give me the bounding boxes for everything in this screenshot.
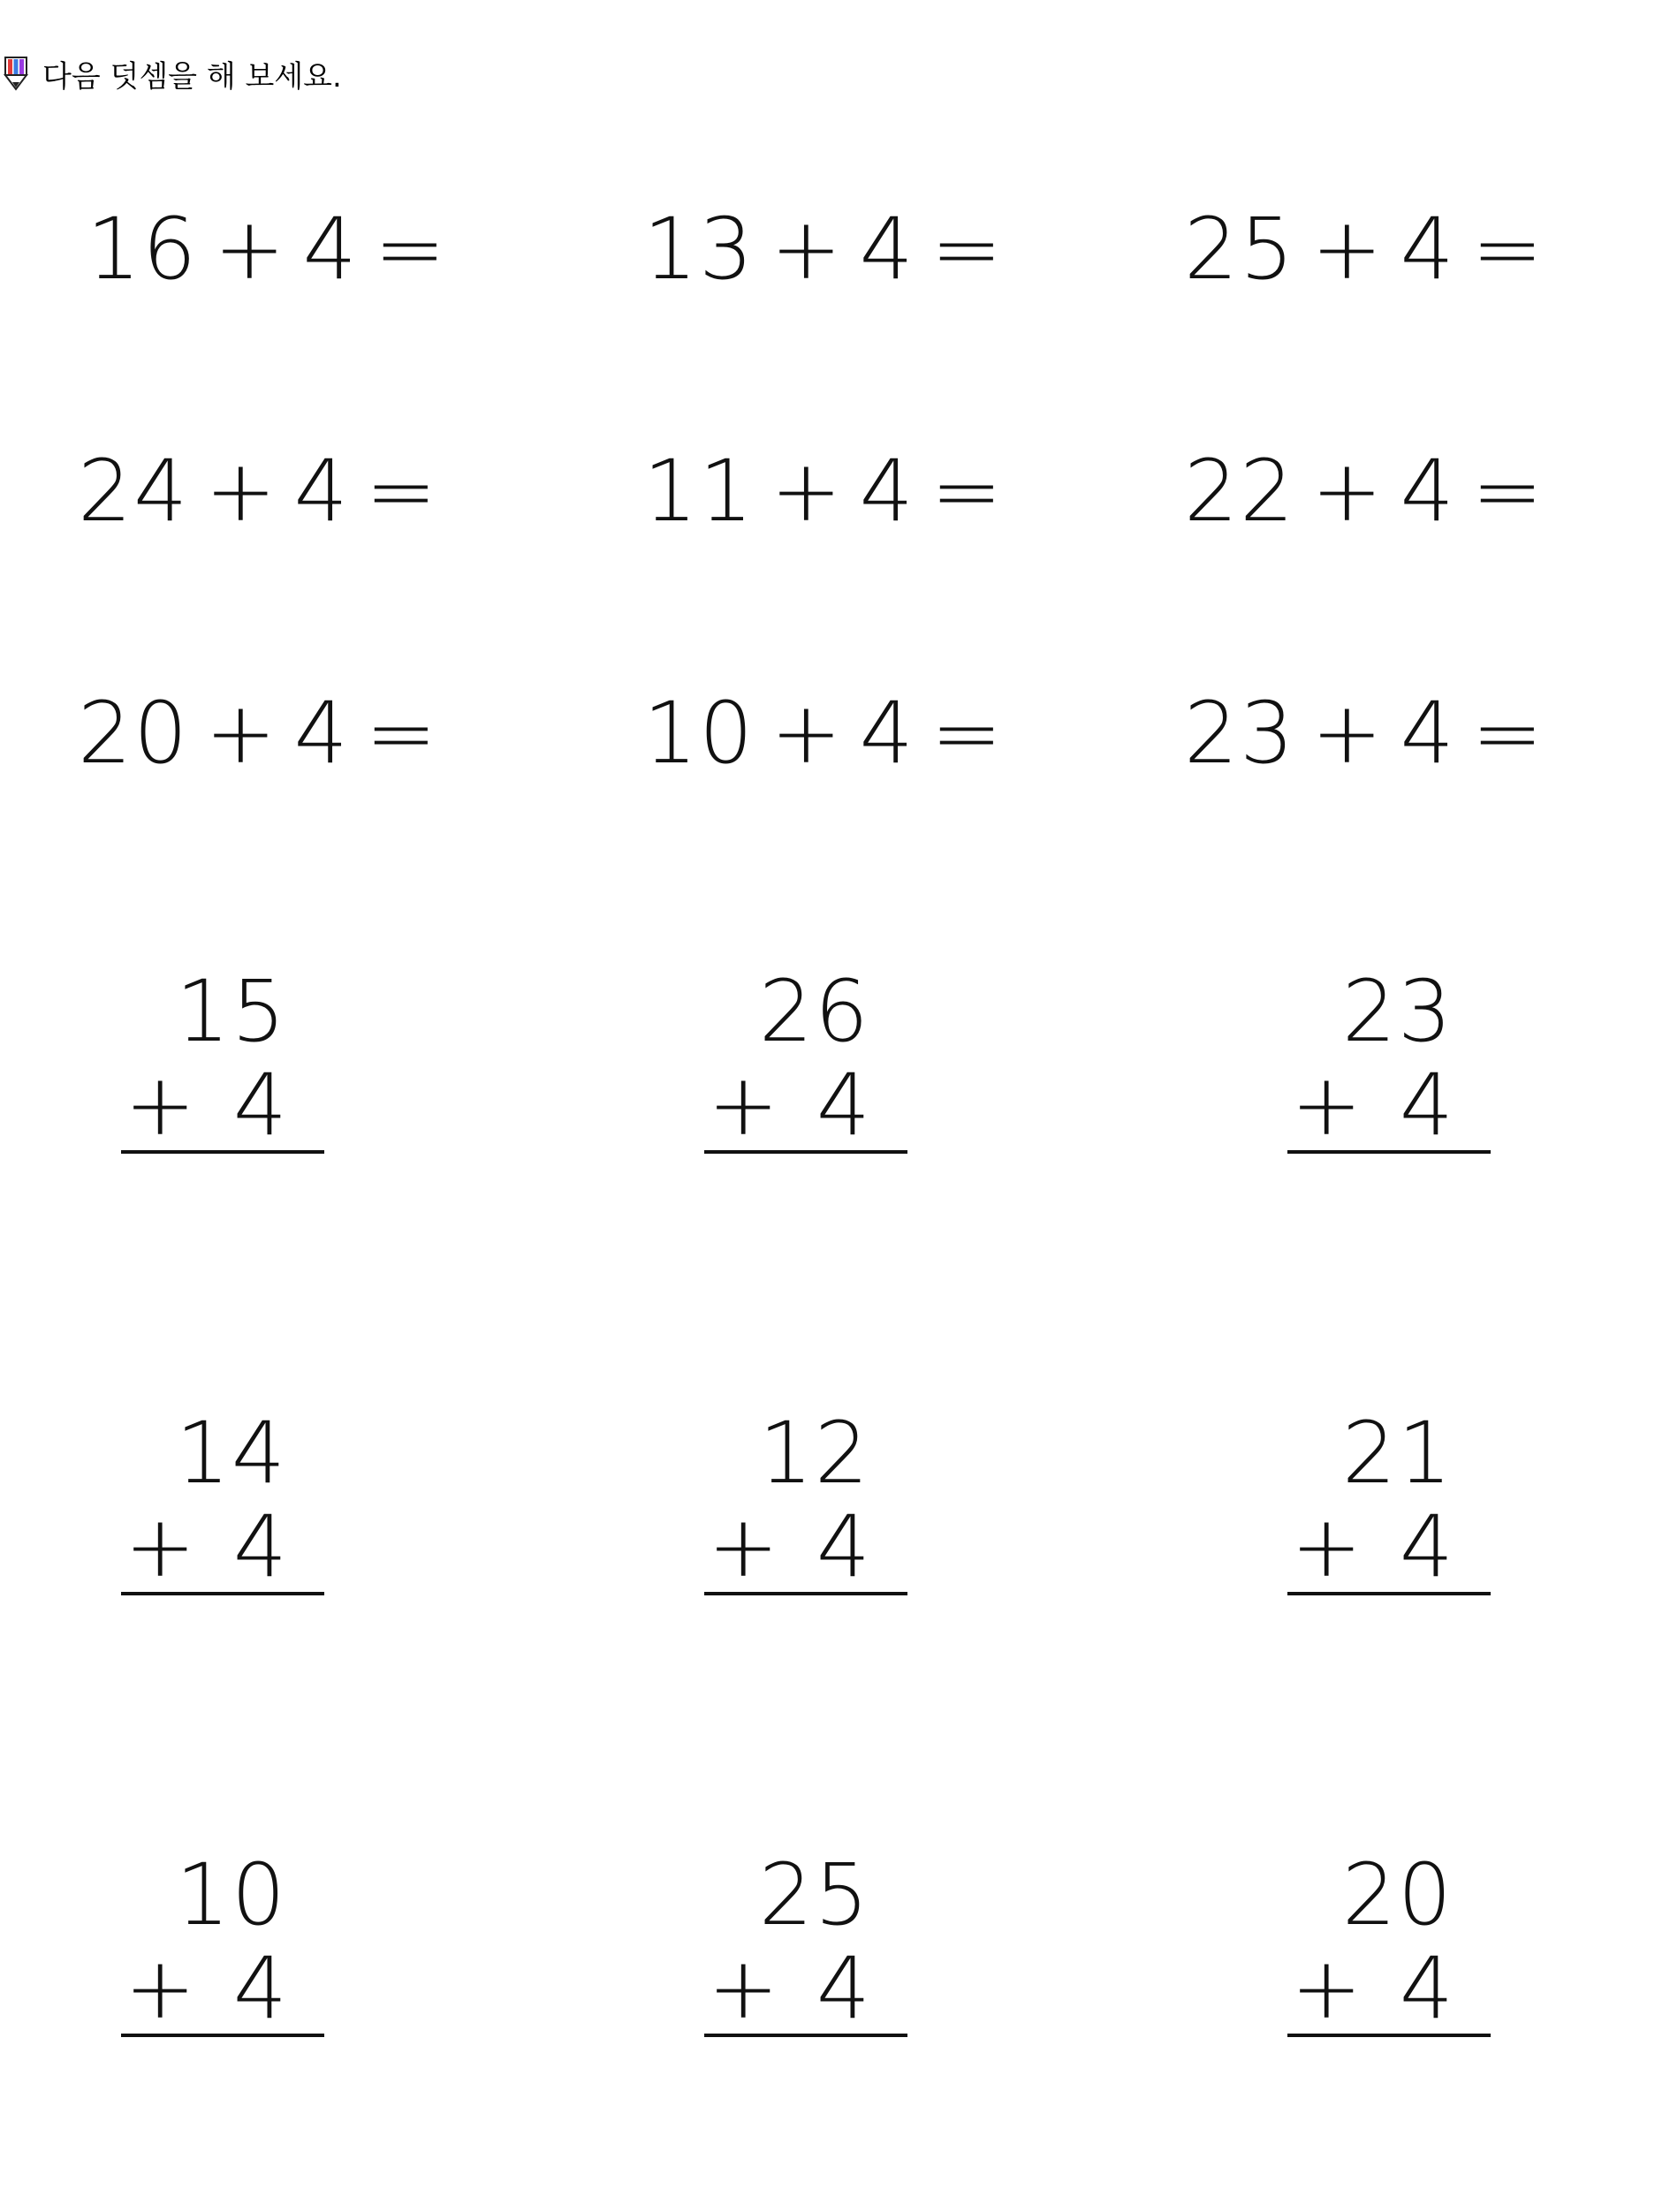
first-addend: 15: [175, 962, 287, 1061]
first-addend: 12: [758, 1404, 870, 1503]
plus-sign: +: [125, 1497, 196, 1596]
equals-sign: =: [1471, 442, 1545, 541]
first-addend: 24: [78, 442, 190, 541]
plus-sign: +: [1291, 1497, 1363, 1596]
first-addend: 25: [1184, 200, 1296, 299]
plus-sign: +: [1291, 1056, 1363, 1155]
equals-sign: =: [365, 684, 439, 783]
second-addend: 4: [1399, 1497, 1454, 1596]
answer-line: [704, 1592, 907, 1595]
second-addend: 4: [859, 684, 915, 783]
equals-sign: =: [930, 200, 1005, 299]
first-addend: 25: [758, 1845, 870, 1944]
first-addend: 20: [78, 684, 190, 783]
second-addend: 4: [293, 684, 350, 783]
equals-sign: =: [930, 684, 1005, 783]
first-addend: 10: [643, 684, 755, 783]
second-addend: 4: [1399, 1056, 1454, 1155]
horizontal-problem: [78, 438, 454, 544]
second-addend: 4: [232, 1056, 287, 1155]
answer-line: [1287, 1150, 1491, 1154]
first-addend: 16: [87, 200, 199, 299]
plus-sign: +: [205, 442, 278, 541]
vertical-problem: [121, 963, 324, 1175]
vertical-problem: [1287, 963, 1491, 1175]
plus-sign: +: [125, 1056, 196, 1155]
equals-sign: =: [1471, 684, 1545, 783]
first-addend: 11: [643, 442, 755, 541]
plus-sign: +: [214, 200, 287, 299]
horizontal-problem: [1184, 680, 1560, 786]
second-addend: 4: [816, 1497, 870, 1596]
plus-sign: +: [770, 200, 844, 299]
answer-line: [704, 2034, 907, 2037]
instruction-text: 다음 덧셈을 해 보세요.: [42, 58, 342, 95]
second-addend: 4: [1400, 442, 1456, 541]
horizontal-problem: [643, 438, 1020, 544]
equals-sign: =: [930, 442, 1005, 541]
answer-line: [121, 1150, 324, 1154]
second-addend: 4: [816, 1056, 870, 1155]
vertical-problem: [704, 963, 907, 1175]
plus-sign: +: [1311, 200, 1385, 299]
vertical-problem: [704, 1405, 907, 1617]
plus-sign: +: [205, 684, 278, 783]
instruction: [0, 51, 342, 95]
equals-sign: =: [374, 200, 448, 299]
vertical-problem: [704, 1846, 907, 2058]
second-addend: 4: [1400, 684, 1456, 783]
first-addend: 21: [1341, 1404, 1454, 1503]
equals-sign: =: [365, 442, 439, 541]
vertical-problem: [121, 1846, 324, 2058]
vertical-problem: [121, 1405, 324, 1617]
horizontal-problem: [643, 196, 1020, 302]
first-addend: 20: [1341, 1845, 1454, 1944]
plus-sign: +: [770, 442, 844, 541]
answer-line: [1287, 2034, 1491, 2037]
horizontal-problem: [87, 196, 463, 302]
plus-sign: +: [708, 1497, 779, 1596]
horizontal-problem: [78, 680, 454, 786]
answer-line: [1287, 1592, 1491, 1595]
first-addend: 13: [643, 200, 755, 299]
plus-sign: +: [708, 1056, 779, 1155]
second-addend: 4: [1399, 1939, 1454, 2038]
equals-sign: =: [1471, 200, 1545, 299]
first-addend: 26: [758, 962, 870, 1061]
second-addend: 4: [232, 1939, 287, 2038]
vertical-problem: [1287, 1405, 1491, 1617]
horizontal-problem: [1184, 196, 1560, 302]
plus-sign: +: [708, 1939, 779, 2038]
second-addend: 4: [1400, 200, 1456, 299]
first-addend: 22: [1184, 442, 1296, 541]
horizontal-problem: [1184, 438, 1560, 544]
vertical-problem: [1287, 1846, 1491, 2058]
second-addend: 4: [302, 200, 359, 299]
answer-line: [121, 2034, 324, 2037]
first-addend: 23: [1341, 962, 1454, 1061]
plus-sign: +: [1311, 684, 1385, 783]
pencil-icon: [2, 56, 30, 91]
second-addend: 4: [232, 1497, 287, 1596]
first-addend: 14: [175, 1404, 287, 1503]
second-addend: 4: [293, 442, 350, 541]
horizontal-problem: [643, 680, 1020, 786]
first-addend: 10: [175, 1845, 287, 1944]
answer-line: [121, 1592, 324, 1595]
plus-sign: +: [125, 1939, 196, 2038]
second-addend: 4: [859, 200, 915, 299]
second-addend: 4: [816, 1939, 870, 2038]
plus-sign: +: [1291, 1939, 1363, 2038]
first-addend: 23: [1184, 684, 1296, 783]
second-addend: 4: [859, 442, 915, 541]
plus-sign: +: [770, 684, 844, 783]
answer-line: [704, 1150, 907, 1154]
plus-sign: +: [1311, 442, 1385, 541]
